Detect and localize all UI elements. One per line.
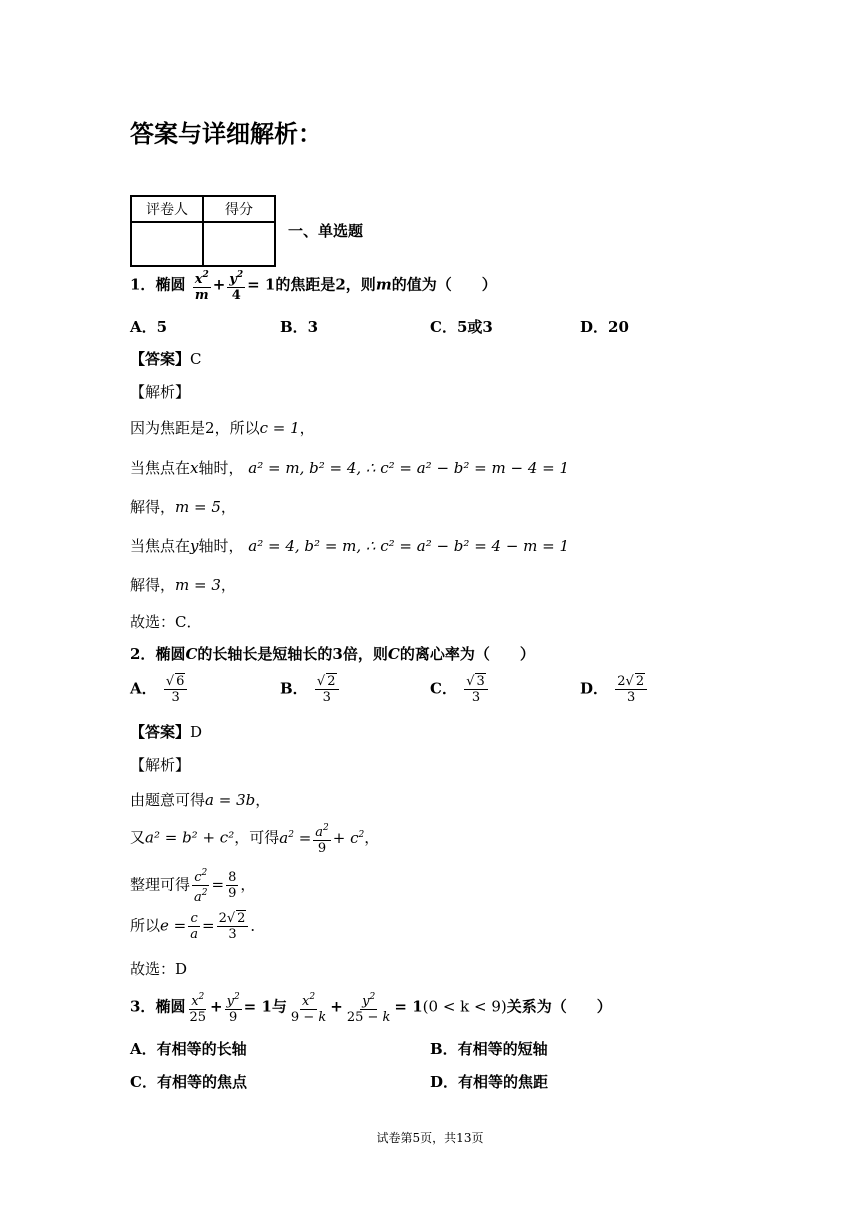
option-d: D．20 — [580, 318, 629, 336]
fraction: $\frac{√ 3}{3}$ — [464, 674, 488, 705]
text: ， — [255, 791, 271, 809]
option-d — [580, 674, 649, 705]
text: ，所以 — [214, 419, 260, 437]
fraction: $\frac{y^2}{25 - k}$ — [346, 992, 391, 1025]
question-number: 2． — [130, 645, 156, 663]
option-label: D． — [580, 679, 609, 698]
analysis-label: 【解析】 — [130, 383, 191, 401]
option-c: C．有相等的焦点 — [130, 1073, 247, 1091]
fraction: $\frac{√ 2}{3}$ — [315, 674, 339, 705]
fraction: $\frac{x^2}{25}$ — [189, 992, 206, 1025]
text: 当焦点在 — [130, 537, 191, 555]
text: 轴时， — [198, 537, 244, 555]
math: a² = 4, b² = m, ∴ c² = a² − b² = 4 − m = 1 — [248, 537, 570, 555]
section-title: 一、单选题 — [288, 222, 364, 240]
option-label: B． — [280, 679, 308, 698]
stem-text: 与 — [271, 997, 287, 1016]
option-c: C．5或3 — [430, 318, 493, 336]
analysis-line — [130, 418, 315, 438]
option-c — [430, 674, 490, 705]
text: ， — [220, 498, 236, 516]
stem-text: 椭圆 — [155, 997, 186, 1016]
variable: y — [190, 537, 199, 555]
answer-label: 【答案】 — [130, 350, 191, 368]
math: 2 — [205, 419, 215, 437]
variable: x — [190, 459, 199, 477]
answer-line — [130, 349, 202, 369]
text: 由题意可得 — [130, 791, 206, 809]
page-footer: 试卷第5页，共13页 — [376, 1131, 484, 1145]
question-1-stem: 1．椭圆 $\frac{x^2}{m}$ + $\frac{y^2}{4}$ = 1的焦距是2，则m的值为（ ） — [130, 270, 497, 303]
question-number: 1． — [130, 275, 156, 294]
question-3-stem: 3．椭圆 $\frac{x^2}{25}$ + $\frac{y^2}{9}$ = 1与 $\frac{x^2}{9 - k}$ + $\frac{y^2}{25 - k}$ = 1(0 < k < 9)关系为（ ） — [130, 992, 612, 1025]
math: c = 1 — [259, 419, 300, 437]
text: 所以 — [130, 916, 161, 935]
grader-table — [130, 195, 276, 267]
option-label: A． — [130, 679, 157, 698]
stem-text: 的离心率为（ ） — [399, 645, 535, 663]
analysis-line: 所以e = $\frac{c}{a}$ = $\frac{2√ 2}{3}$ ． — [130, 911, 266, 942]
option-b: B．3 — [280, 318, 319, 336]
math: (0 < k < 9) — [422, 997, 507, 1016]
answer-value: D — [190, 723, 203, 741]
fraction: $\frac{√ 6}{3}$ — [164, 674, 188, 705]
fraction: $\frac{x^2}{9 - k}$ — [290, 992, 327, 1025]
math: a² = m, b² = 4, ∴ c² = a² − b² = m − 4 = 1 — [248, 459, 570, 477]
text: 整理可得 — [130, 875, 191, 894]
grader-header: 评卷人 — [131, 196, 203, 222]
answer-line — [130, 722, 202, 742]
fraction: $\frac{2√ 2}{3}$ — [217, 911, 249, 942]
text: ， — [299, 419, 315, 437]
fraction: $\frac{a^2}{9}$ — [315, 823, 329, 856]
analysis-line — [130, 790, 270, 810]
answer-value: C — [190, 350, 202, 368]
stem-text: 关系为（ ） — [506, 997, 612, 1016]
stem-text: 椭圆 — [155, 275, 186, 294]
page-title: 答案与详细解析： — [130, 120, 322, 148]
analysis-line: 又a² = b² + c²，可得$a^2$ = $\frac{a^2}{9}$ + $c^2$， — [130, 823, 380, 856]
variable: C — [185, 645, 198, 663]
stem-text: 的长轴长是短轴长的3倍，则 — [197, 645, 388, 663]
option-a: A．5 — [130, 318, 168, 336]
text: 因为焦距是 — [130, 419, 206, 437]
fraction: $\frac{y^2}{4}$ — [229, 270, 244, 303]
option-d: D．有相等的焦距 — [430, 1073, 549, 1091]
option-a — [130, 674, 189, 705]
analysis-line — [130, 497, 236, 517]
option-b — [280, 674, 341, 705]
fraction: $\frac{2√ 2}{3}$ — [615, 674, 647, 705]
text: 又 — [130, 828, 146, 847]
analysis-line: 故选：C． — [130, 613, 202, 631]
stem-text: 椭圆 — [155, 645, 186, 663]
analysis-line — [130, 458, 569, 478]
question-number: 3． — [130, 997, 156, 1016]
option-label: C． — [430, 679, 457, 698]
text: 解得， — [130, 498, 176, 516]
text: ， — [364, 828, 380, 847]
text: ． — [250, 916, 266, 935]
grader-cell — [131, 222, 203, 266]
stem-text: 的值为（ ） — [391, 275, 497, 294]
stem-text: 的焦距是2，则 — [275, 275, 376, 294]
text: 解得， — [130, 576, 176, 594]
analysis-line — [130, 575, 236, 595]
fraction: $\frac{x^2}{m}$ — [194, 270, 209, 303]
text: 当焦点在 — [130, 459, 191, 477]
text: 轴时， — [198, 459, 244, 477]
score-cell — [203, 222, 275, 266]
math: a = 3b — [205, 791, 256, 809]
score-header: 得分 — [203, 196, 275, 222]
analysis-line: 故选：D — [130, 960, 188, 978]
analysis-line — [130, 536, 569, 556]
analysis-label: 【解析】 — [130, 756, 191, 774]
text: ， — [220, 576, 236, 594]
variable: m — [375, 275, 392, 294]
option-b: B．有相等的短轴 — [430, 1040, 548, 1058]
question-2-stem — [130, 643, 535, 664]
analysis-line: 整理可得 $\frac{c^2}{a^2}$ = $\frac{8}{9}$ ， — [130, 868, 256, 905]
answer-label: 【答案】 — [130, 723, 191, 741]
fraction: $\frac{8}{9}$ — [228, 870, 237, 901]
math: a² = b² + c² — [145, 828, 235, 847]
fraction: $\frac{c}{a}$ — [190, 911, 198, 942]
math: m = 5 — [175, 498, 221, 516]
option-a: A．有相等的长轴 — [130, 1040, 247, 1058]
variable: C — [387, 645, 400, 663]
math: m = 3 — [175, 576, 221, 594]
fraction: $\frac{y^2}{9}$ — [226, 992, 240, 1025]
fraction: $\frac{c^2}{a^2}$ — [194, 868, 208, 905]
text: ， — [240, 875, 256, 894]
text: ，可得 — [234, 828, 280, 847]
